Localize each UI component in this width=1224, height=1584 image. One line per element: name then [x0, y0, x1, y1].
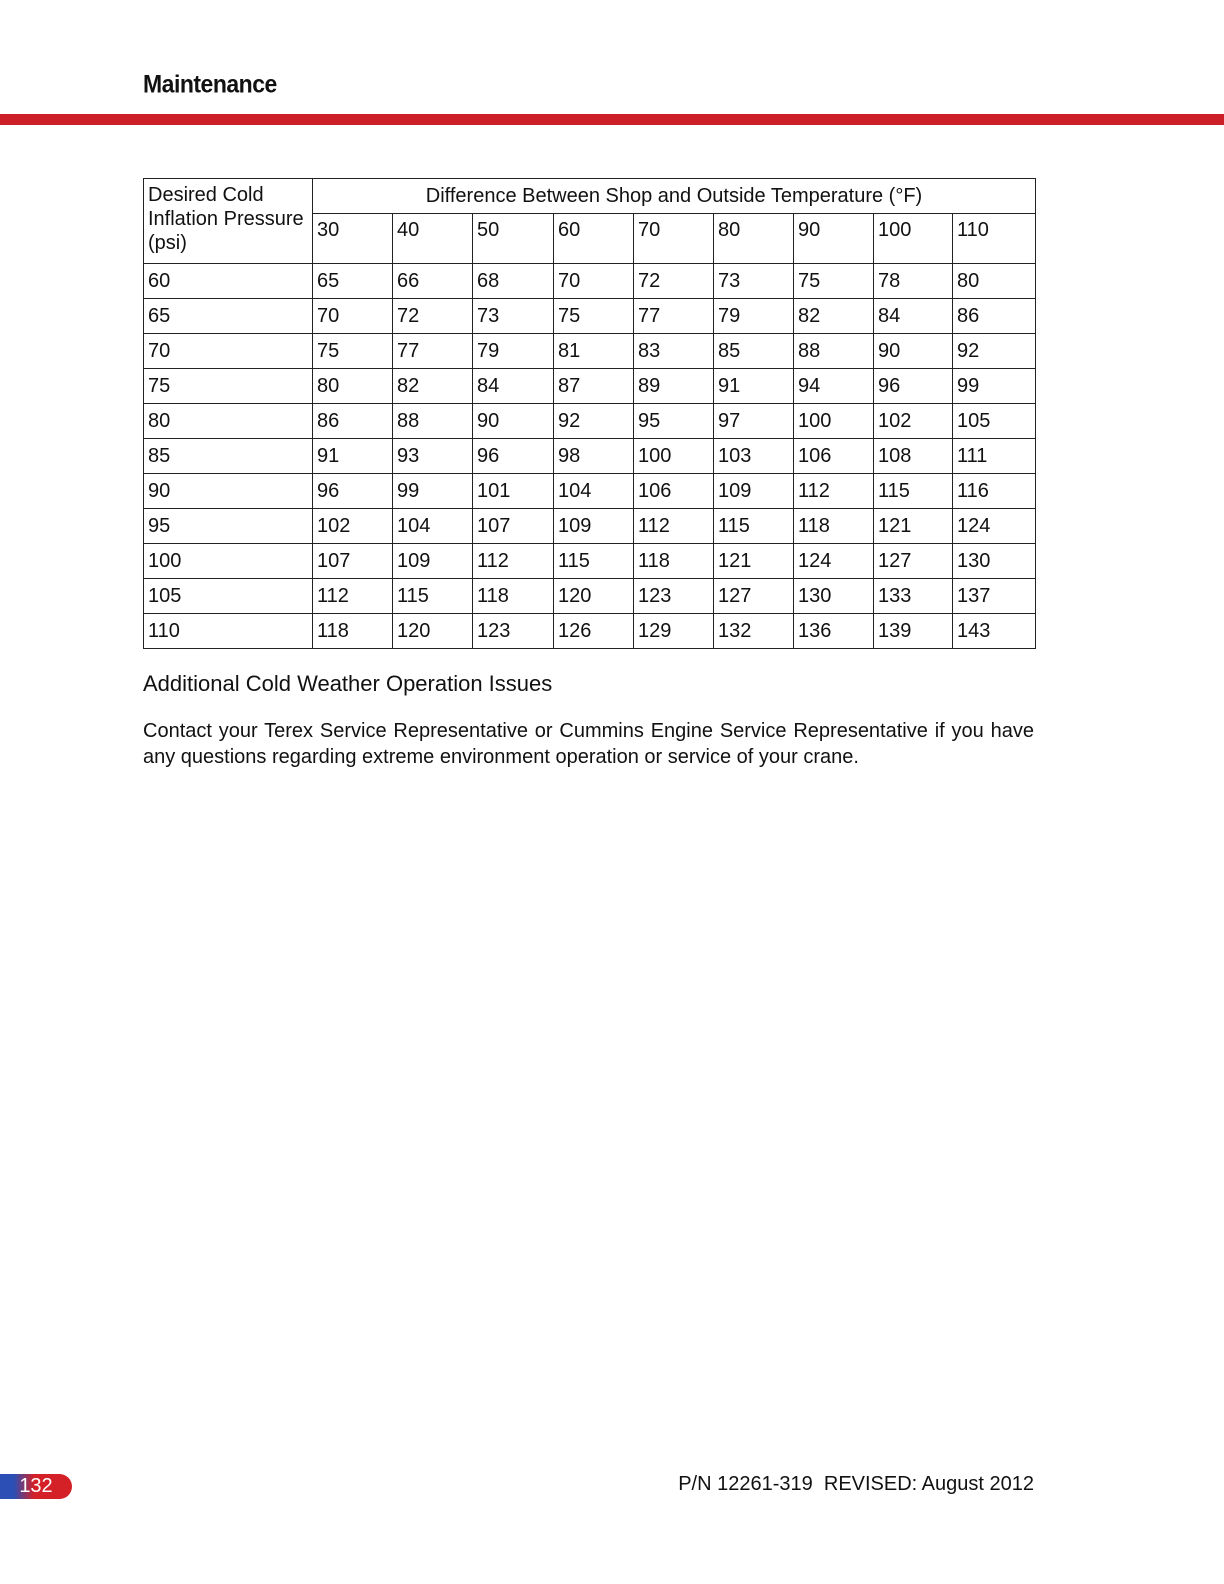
- adjusted-pressure-cell: 77: [634, 299, 714, 334]
- adjusted-pressure-cell: 66: [393, 264, 473, 299]
- temp-column-header: 90: [794, 213, 874, 263]
- adjusted-pressure-cell: 118: [313, 614, 393, 649]
- adjusted-pressure-cell: 77: [393, 334, 473, 369]
- footer-part-number: P/N 12261-319 REVISED: August 2012: [678, 1473, 1034, 1495]
- adjusted-pressure-cell: 85: [714, 334, 794, 369]
- adjusted-pressure-cell: 127: [874, 544, 953, 579]
- table-row: [144, 439, 1036, 474]
- adjusted-pressure-cell: 120: [554, 579, 634, 614]
- adjusted-pressure-cell: 99: [953, 369, 1036, 404]
- column-group-header: Difference Between Shop and Outside Temperature (°F): [313, 179, 1036, 214]
- adjusted-pressure-cell: 112: [313, 579, 393, 614]
- pressure-cell: 70: [144, 334, 313, 369]
- section-paragraph: Contact your Terex Service Representative or Cummins Engine Service Representative if you have any questions regarding extreme environment operation or service of your crane.: [143, 720, 1034, 768]
- adjusted-pressure-cell: 130: [794, 579, 874, 614]
- pressure-cell: 65: [144, 299, 313, 334]
- adjusted-pressure-cell: 104: [393, 509, 473, 544]
- adjusted-pressure-cell: 118: [794, 509, 874, 544]
- adjusted-pressure-cell: 73: [473, 299, 554, 334]
- adjusted-pressure-cell: 72: [393, 299, 473, 334]
- adjusted-pressure-cell: 132: [714, 614, 794, 649]
- adjusted-pressure-cell: 80: [313, 369, 393, 404]
- table-row: [144, 369, 1036, 404]
- adjusted-pressure-cell: 109: [554, 509, 634, 544]
- adjusted-pressure-cell: 82: [794, 299, 874, 334]
- table-row: [144, 544, 1036, 579]
- adjusted-pressure-cell: 96: [874, 369, 953, 404]
- adjusted-pressure-cell: 121: [874, 509, 953, 544]
- adjusted-pressure-cell: 86: [313, 404, 393, 439]
- inflation-pressure-table: [143, 178, 1036, 649]
- adjusted-pressure-cell: 97: [714, 404, 794, 439]
- adjusted-pressure-cell: 100: [794, 404, 874, 439]
- adjusted-pressure-cell: 88: [393, 404, 473, 439]
- adjusted-pressure-cell: 92: [554, 404, 634, 439]
- row-header-pressure: Desired Cold Inflation Pressure (psi): [144, 179, 313, 264]
- pressure-cell: 105: [144, 579, 313, 614]
- pressure-cell: 60: [144, 264, 313, 299]
- temp-column-header: 60: [554, 213, 634, 263]
- adjusted-pressure-cell: 100: [634, 439, 714, 474]
- adjusted-pressure-cell: 118: [473, 579, 554, 614]
- adjusted-pressure-cell: 107: [313, 544, 393, 579]
- adjusted-pressure-cell: 88: [794, 334, 874, 369]
- adjusted-pressure-cell: 130: [953, 544, 1036, 579]
- adjusted-pressure-cell: 84: [473, 369, 554, 404]
- adjusted-pressure-cell: 83: [634, 334, 714, 369]
- table-row: [144, 264, 1036, 299]
- adjusted-pressure-cell: 126: [554, 614, 634, 649]
- adjusted-pressure-cell: 91: [313, 439, 393, 474]
- adjusted-pressure-cell: 82: [393, 369, 473, 404]
- adjusted-pressure-cell: 121: [714, 544, 794, 579]
- adjusted-pressure-cell: 115: [554, 544, 634, 579]
- adjusted-pressure-cell: 65: [313, 264, 393, 299]
- adjusted-pressure-cell: 115: [393, 579, 473, 614]
- adjusted-pressure-cell: 90: [874, 334, 953, 369]
- adjusted-pressure-cell: 120: [393, 614, 473, 649]
- pressure-cell: 95: [144, 509, 313, 544]
- adjusted-pressure-cell: 95: [634, 404, 714, 439]
- adjusted-pressure-cell: 111: [953, 439, 1036, 474]
- adjusted-pressure-cell: 115: [874, 474, 953, 509]
- temp-column-header: 80: [714, 213, 794, 263]
- adjusted-pressure-cell: 68: [473, 264, 554, 299]
- adjusted-pressure-cell: 109: [393, 544, 473, 579]
- adjusted-pressure-cell: 93: [393, 439, 473, 474]
- adjusted-pressure-cell: 136: [794, 614, 874, 649]
- adjusted-pressure-cell: 106: [634, 474, 714, 509]
- adjusted-pressure-cell: 75: [794, 264, 874, 299]
- adjusted-pressure-cell: 90: [473, 404, 554, 439]
- adjusted-pressure-cell: 104: [554, 474, 634, 509]
- table-row: [144, 404, 1036, 439]
- adjusted-pressure-cell: 116: [953, 474, 1036, 509]
- adjusted-pressure-cell: 107: [473, 509, 554, 544]
- adjusted-pressure-cell: 106: [794, 439, 874, 474]
- table-row: [144, 509, 1036, 544]
- page-number-badge: 132: [0, 1474, 72, 1499]
- adjusted-pressure-cell: 70: [554, 264, 634, 299]
- adjusted-pressure-cell: 112: [634, 509, 714, 544]
- section-heading: Additional Cold Weather Operation Issues: [143, 671, 553, 696]
- adjusted-pressure-cell: 92: [953, 334, 1036, 369]
- adjusted-pressure-cell: 129: [634, 614, 714, 649]
- temp-column-header: 50: [473, 213, 554, 263]
- adjusted-pressure-cell: 112: [794, 474, 874, 509]
- adjusted-pressure-cell: 112: [473, 544, 554, 579]
- pressure-cell: 110: [144, 614, 313, 649]
- header-divider: [0, 114, 1224, 125]
- adjusted-pressure-cell: 79: [714, 299, 794, 334]
- adjusted-pressure-cell: 139: [874, 614, 953, 649]
- adjusted-pressure-cell: 96: [313, 474, 393, 509]
- adjusted-pressure-cell: 124: [794, 544, 874, 579]
- table-body: [144, 264, 1036, 649]
- pressure-cell: 100: [144, 544, 313, 579]
- adjusted-pressure-cell: 80: [953, 264, 1036, 299]
- adjusted-pressure-cell: 89: [634, 369, 714, 404]
- temp-column-header: 70: [634, 213, 714, 263]
- adjusted-pressure-cell: 96: [473, 439, 554, 474]
- adjusted-pressure-cell: 75: [554, 299, 634, 334]
- adjusted-pressure-cell: 81: [554, 334, 634, 369]
- table-row: [144, 474, 1036, 509]
- adjusted-pressure-cell: 123: [473, 614, 554, 649]
- adjusted-pressure-cell: 103: [714, 439, 794, 474]
- section-title: Maintenance: [143, 70, 277, 99]
- adjusted-pressure-cell: 102: [874, 404, 953, 439]
- adjusted-pressure-cell: 108: [874, 439, 953, 474]
- adjusted-pressure-cell: 105: [953, 404, 1036, 439]
- adjusted-pressure-cell: 118: [634, 544, 714, 579]
- temp-column-header: 110: [953, 213, 1036, 263]
- adjusted-pressure-cell: 127: [714, 579, 794, 614]
- adjusted-pressure-cell: 78: [874, 264, 953, 299]
- adjusted-pressure-cell: 115: [714, 509, 794, 544]
- temp-column-header: 30: [313, 213, 393, 263]
- adjusted-pressure-cell: 94: [794, 369, 874, 404]
- pressure-cell: 75: [144, 369, 313, 404]
- adjusted-pressure-cell: 84: [874, 299, 953, 334]
- pressure-cell: 80: [144, 404, 313, 439]
- adjusted-pressure-cell: 98: [554, 439, 634, 474]
- adjusted-pressure-cell: 72: [634, 264, 714, 299]
- adjusted-pressure-cell: 109: [714, 474, 794, 509]
- table-row: [144, 614, 1036, 649]
- pressure-cell: 85: [144, 439, 313, 474]
- table-row: [144, 299, 1036, 334]
- table-row: [144, 579, 1036, 614]
- adjusted-pressure-cell: 101: [473, 474, 554, 509]
- adjusted-pressure-cell: 123: [634, 579, 714, 614]
- adjusted-pressure-cell: 102: [313, 509, 393, 544]
- adjusted-pressure-cell: 124: [953, 509, 1036, 544]
- adjusted-pressure-cell: 87: [554, 369, 634, 404]
- adjusted-pressure-cell: 133: [874, 579, 953, 614]
- adjusted-pressure-cell: 137: [953, 579, 1036, 614]
- temp-column-header: 40: [393, 213, 473, 263]
- adjusted-pressure-cell: 70: [313, 299, 393, 334]
- adjusted-pressure-cell: 75: [313, 334, 393, 369]
- adjusted-pressure-cell: 91: [714, 369, 794, 404]
- adjusted-pressure-cell: 99: [393, 474, 473, 509]
- temp-column-header: 100: [874, 213, 953, 263]
- adjusted-pressure-cell: 79: [473, 334, 554, 369]
- adjusted-pressure-cell: 73: [714, 264, 794, 299]
- table-row: [144, 334, 1036, 369]
- adjusted-pressure-cell: 86: [953, 299, 1036, 334]
- adjusted-pressure-cell: 143: [953, 614, 1036, 649]
- pressure-cell: 90: [144, 474, 313, 509]
